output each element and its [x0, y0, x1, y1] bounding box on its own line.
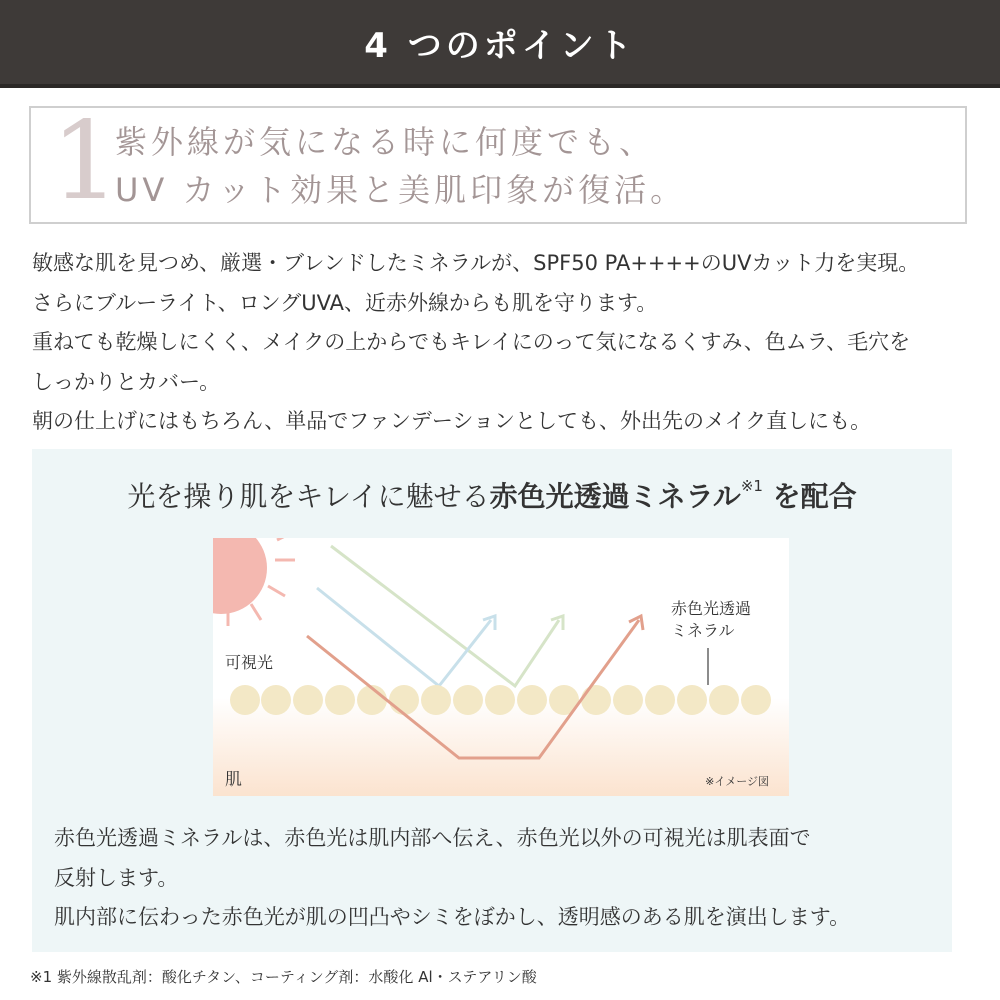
point-title-line-2: UV カット効果と美肌印象が復活。: [115, 171, 687, 209]
skin-label: 肌: [225, 770, 242, 790]
diagram-svg: [213, 538, 789, 796]
visible-light-label: 可視光: [225, 653, 274, 672]
point-title-line-1: 紫外線が気になる時に何度でも、: [115, 123, 656, 161]
panel-title-post: を配合: [762, 480, 857, 513]
description-line: 重ねても乾燥しにくく、メイクの上からでもキレイにのって気になるくすみ、色ムラ、毛穴を: [32, 330, 911, 354]
description-line: しっかりとカバー。: [32, 369, 221, 394]
mineral-particles: [230, 685, 771, 715]
description-line: 敏感な肌を見つめ、厳選・ブレンドしたミネラルが、SPF50 PA++++のUVカット力を実現。: [32, 251, 920, 275]
mineral-panel: [32, 449, 952, 952]
green-light-ray: [331, 546, 559, 686]
mineral-label-line-1: 赤色光透過: [671, 599, 752, 618]
panel-text-line: 反射します。: [54, 865, 179, 890]
light-reflection-diagram: [213, 538, 789, 796]
panel-explanation: [54, 819, 954, 938]
description-text: [32, 244, 982, 442]
mineral-label-line-2: ミネラル: [671, 621, 735, 640]
description-line: さらにブルーライト、ロングUVA、近赤外線からも肌を守ります。: [32, 290, 658, 315]
section-header: [0, 0, 1000, 88]
panel-text-line: 肌内部に伝わった赤色光が肌の凹凸やシミをぼかし、透明感のある肌を演出します。: [54, 905, 851, 929]
footnote: ※1 紫外線散乱剤：酸化チタン、コーティング剤：水酸化 Al・ステアリン酸: [30, 968, 537, 986]
section-title: 4 つのポイント: [364, 25, 636, 66]
panel-text-line: 赤色光透過ミネラルは、赤色光は肌内部へ伝え、赤色光以外の可視光は肌表面で: [54, 826, 811, 850]
panel-title: [32, 475, 952, 515]
panel-title-highlight: 赤色光透過ミネラル: [489, 480, 741, 513]
point-number: 1: [51, 99, 120, 224]
point-title: [115, 118, 686, 214]
description-line: 朝の仕上げにはもちろん、単品でファンデーションとしても、外出先のメイク直しにも。: [32, 409, 872, 433]
panel-title-pre: 光を操り肌をキレイに魅せる: [127, 480, 490, 513]
point-heading-box: [29, 99, 967, 224]
panel-title-footnote-mark: ※1: [740, 477, 763, 495]
sun-icon: [213, 538, 267, 614]
image-note-label: ※イメージ図: [705, 775, 769, 788]
